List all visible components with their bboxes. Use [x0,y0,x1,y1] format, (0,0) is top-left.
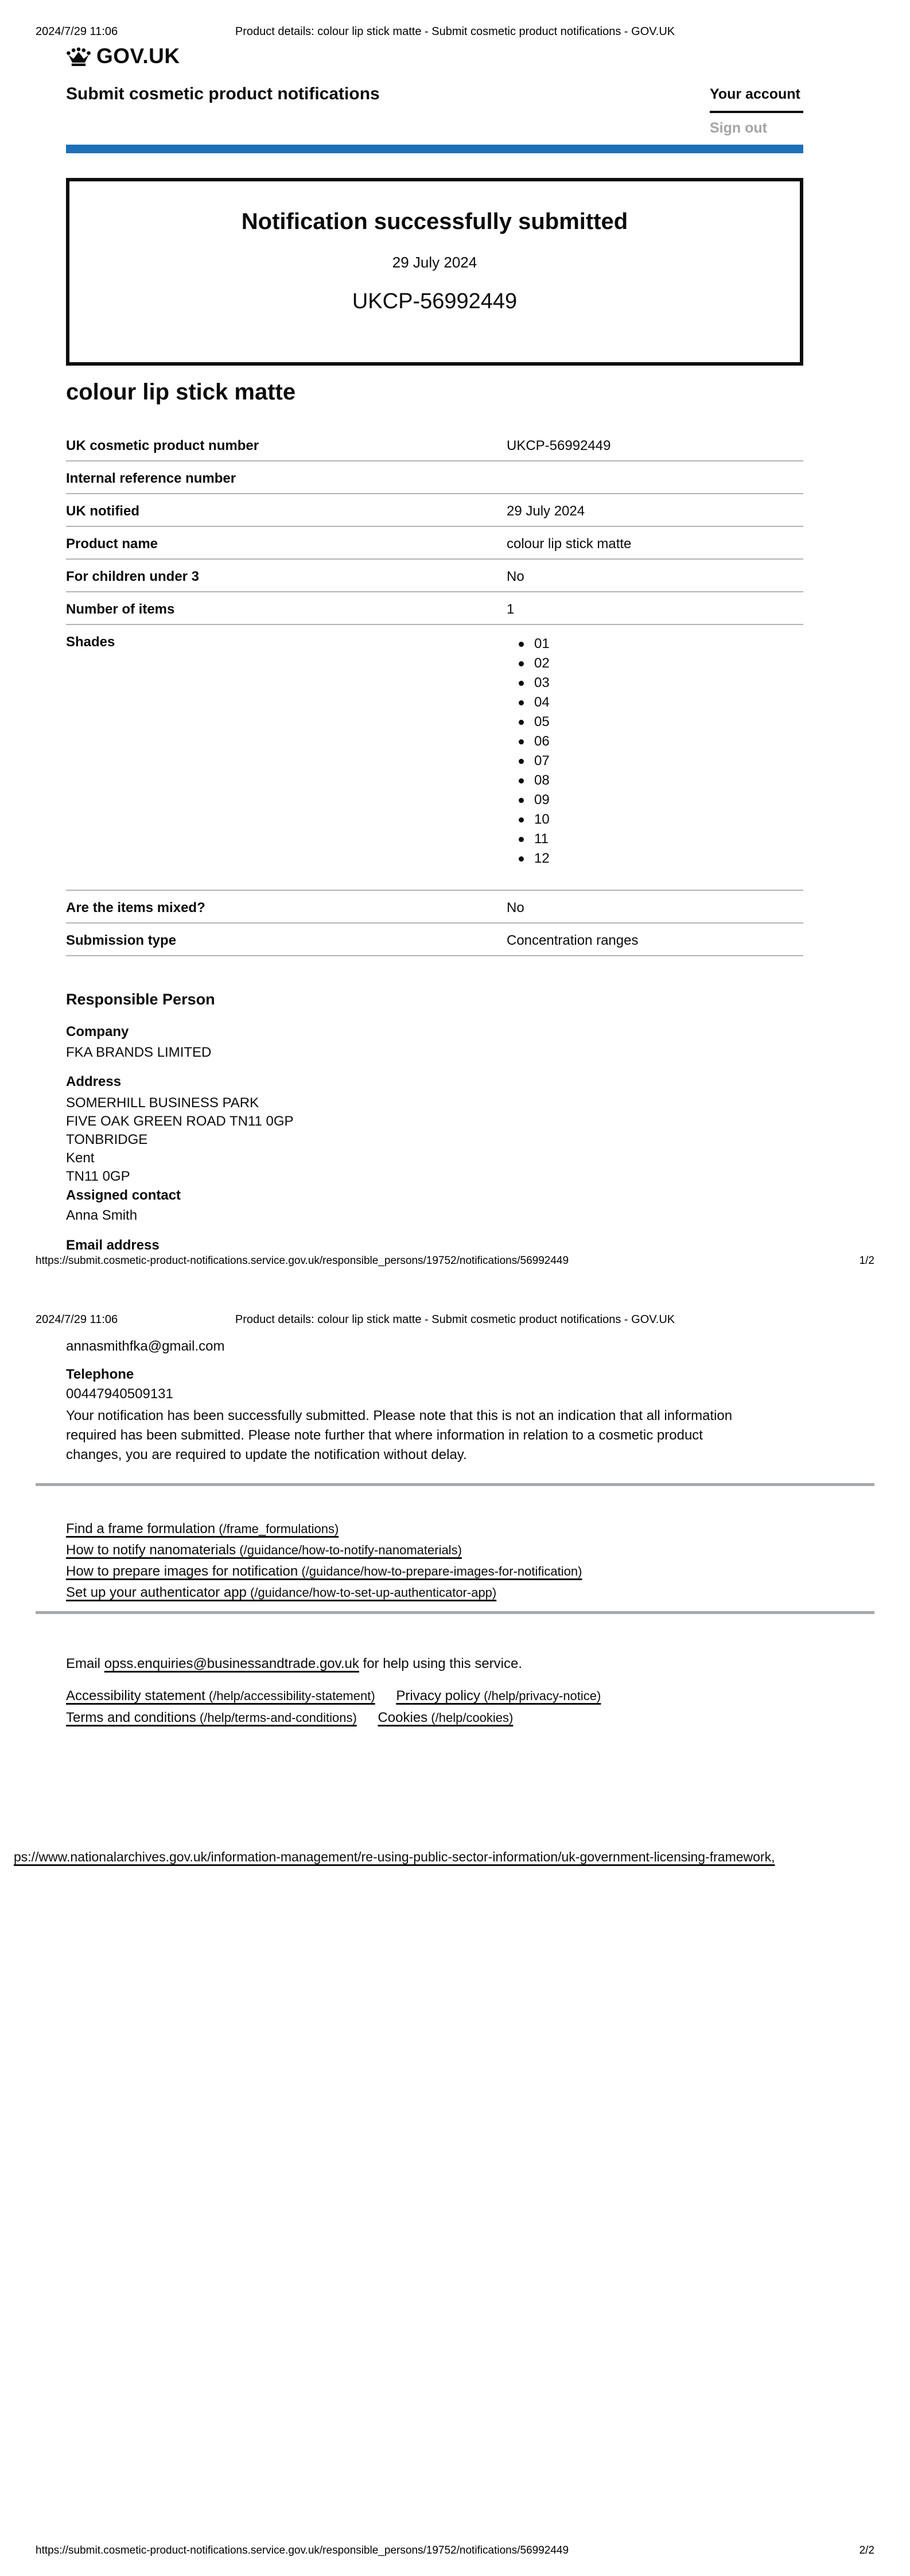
footer-links-row [66,1710,618,1726]
opss-email-link[interactable]: opss.enquiries@businessandtrade.gov.uk [104,1656,359,1671]
panel-reference: UKCP-56992449 [352,289,518,313]
row-value [507,471,803,487]
footer-links-row [66,1688,618,1704]
link-href: (/guidance/how-to-notify-nanomaterials) [236,1543,462,1557]
related-links [66,1521,582,1606]
telephone-label: Telephone [66,1367,134,1382]
row-label: Submission type [66,933,177,948]
shade-item: 01 [519,634,803,654]
shade-item: 09 [519,790,803,810]
licensing-framework-link-clipped [14,1849,775,1865]
print-footer [36,1255,874,1267]
related-link-row [66,1585,582,1601]
row-value [507,634,803,883]
table-row [66,924,803,956]
contact-details-continued [66,1339,803,1465]
link-label: How to notify nanomaterials [66,1542,236,1558]
print-doc-title: Product details: colour lip stick matte - Submit cosmetic product notifications - GOV.UK [235,25,675,38]
table-row [66,592,803,625]
print-page-number: 1/2 [859,1255,874,1267]
authenticator-app-link[interactable] [66,1585,496,1600]
responsible-person-section [66,991,803,1254]
company-value: FKA BRANDS LIMITED [66,1045,212,1060]
row-value: colour lip stick matte [507,536,632,552]
row-label: Shades [66,634,115,650]
terms-and-conditions-link[interactable] [66,1710,357,1726]
row-label: Number of items [66,602,175,617]
printed-page-2 [0,1288,910,2576]
table-row [66,461,803,494]
cookies-link[interactable] [378,1710,513,1726]
table-row [66,891,803,924]
confirmation-panel [66,178,803,366]
govuk-masthead [66,44,803,137]
related-link-row [66,1521,582,1537]
row-label: UK notified [66,503,139,519]
row-label: Internal reference number [66,471,236,486]
table-row [66,494,803,527]
print-header [36,25,874,38]
shade-item: 10 [519,810,803,829]
address-line: TN11 0GP [66,1169,130,1184]
account-nav [710,86,803,137]
link-label: Find a frame formulation [66,1521,216,1537]
related-link-row [66,1564,582,1580]
responsible-person-heading: Responsible Person [66,991,215,1008]
crown-icon [66,46,91,67]
shade-item: 11 [519,829,803,849]
link-label: Terms and conditions [66,1710,196,1725]
row-label: UK cosmetic product number [66,438,259,453]
table-row [66,527,803,560]
company-label: Company [66,1024,129,1039]
telephone-value: 00447940509131 [66,1386,173,1402]
submission-note: Your notification has been successfully submitted. Please note that this is not an indication that all information required has been submitted. Please note further that where information in relation to a cosmetic product changes, you are required to update the notification without delay. [66,1408,733,1462]
print-page-number: 2/2 [859,2544,874,2556]
link-label: How to prepare images for notification [66,1564,298,1579]
service-name-link[interactable]: Submit cosmetic product notifications [66,84,380,103]
link-label: Privacy policy [396,1688,481,1704]
shade-item: 03 [519,673,803,693]
link-href: (/help/terms-and-conditions) [196,1710,357,1725]
assigned-contact-value: Anna Smith [66,1208,138,1223]
help-suffix: for help using this service. [359,1656,523,1671]
national-archives-link[interactable]: ps://www.nationalarchives.gov.uk/information-management/re-using-public-sector-information/uk-government-licensing-framework, [14,1849,775,1864]
address-line: FIVE OAK GREEN ROAD TN11 0GP [66,1114,294,1129]
address-line: SOMERHILL BUSINESS PARK [66,1095,259,1111]
table-row [66,429,803,461]
print-footer-url: https://submit.cosmetic-product-notifications.service.gov.uk/responsible_persons/19752/notifications/56992449 [36,1255,569,1267]
product-heading: colour lip stick matte [66,379,296,405]
row-label: For children under 3 [66,569,200,584]
frame-formulation-link[interactable] [66,1521,339,1537]
shade-item: 05 [519,712,803,732]
link-href: (/help/accessibility-statement) [205,1689,375,1703]
shades-list [507,634,803,868]
address-line: Kent [66,1150,95,1166]
service-header [66,84,803,137]
print-datetime: 2024/7/29 11:06 [36,25,118,38]
link-label: Set up your authenticator app [66,1585,247,1600]
section-divider [36,1483,874,1486]
row-value: No [507,900,524,915]
help-prefix: Email [66,1656,104,1671]
govuk-logo-link[interactable] [66,44,803,68]
sign-out-link[interactable]: Sign out [710,120,767,136]
shade-item: 06 [519,732,803,751]
shade-item: 08 [519,771,803,790]
prepare-images-link[interactable] [66,1564,582,1579]
row-value: UKCP-56992449 [507,438,611,453]
email-address-value: annasmithfka@gmail.com [66,1339,225,1354]
address-label: Address [66,1074,122,1089]
footer-links [66,1688,618,1732]
link-href: (/guidance/how-to-set-up-authenticator-app) [246,1585,497,1600]
link-href: (/help/cookies) [427,1710,514,1725]
row-value: 29 July 2024 [507,503,585,519]
print-datetime: 2024/7/29 11:06 [36,1313,118,1326]
link-label: Accessibility statement [66,1688,205,1704]
shade-item: 07 [519,751,803,771]
row-value: Concentration ranges [507,933,639,948]
your-account-link[interactable]: Your account [710,86,803,113]
notify-nanomaterials-link[interactable] [66,1542,462,1558]
help-email-line [66,1656,522,1672]
address-block [66,1094,803,1186]
row-label: Are the items mixed? [66,900,205,915]
govuk-logo-text: GOV.UK [96,44,180,68]
shade-item: 04 [519,693,803,712]
accessibility-statement-link[interactable] [66,1688,375,1704]
product-summary-table [66,429,803,956]
link-href: (/guidance/how-to-prepare-images-for-notification) [298,1564,582,1578]
privacy-policy-link[interactable] [396,1688,601,1704]
shade-item: 12 [519,849,803,868]
shade-item: 02 [519,654,803,673]
link-label: Cookies [378,1710,428,1725]
related-link-row [66,1542,582,1558]
address-line: TONBRIDGE [66,1132,148,1147]
print-doc-title: Product details: colour lip stick matte - Submit cosmetic product notifications - GOV.UK [235,1313,675,1326]
panel-date: 29 July 2024 [392,254,477,271]
header-blue-bar [66,145,803,153]
panel-title: Notification successfully submitted [241,209,628,234]
table-row [66,560,803,592]
row-label: Product name [66,536,158,552]
assigned-contact-label: Assigned contact [66,1188,181,1203]
row-value: 1 [507,602,515,617]
email-address-label: Email address [66,1237,160,1253]
row-value: No [507,569,524,584]
print-footer-url: https://submit.cosmetic-product-notifications.service.gov.uk/responsible_persons/19752/notifications/56992449 [36,2544,569,2556]
table-row-shades [66,625,803,891]
section-divider [36,1611,874,1614]
link-href: (/help/privacy-notice) [480,1689,601,1703]
print-header [36,1313,874,1326]
link-href: (/frame_formulations) [215,1522,339,1536]
print-footer [36,2544,874,2557]
